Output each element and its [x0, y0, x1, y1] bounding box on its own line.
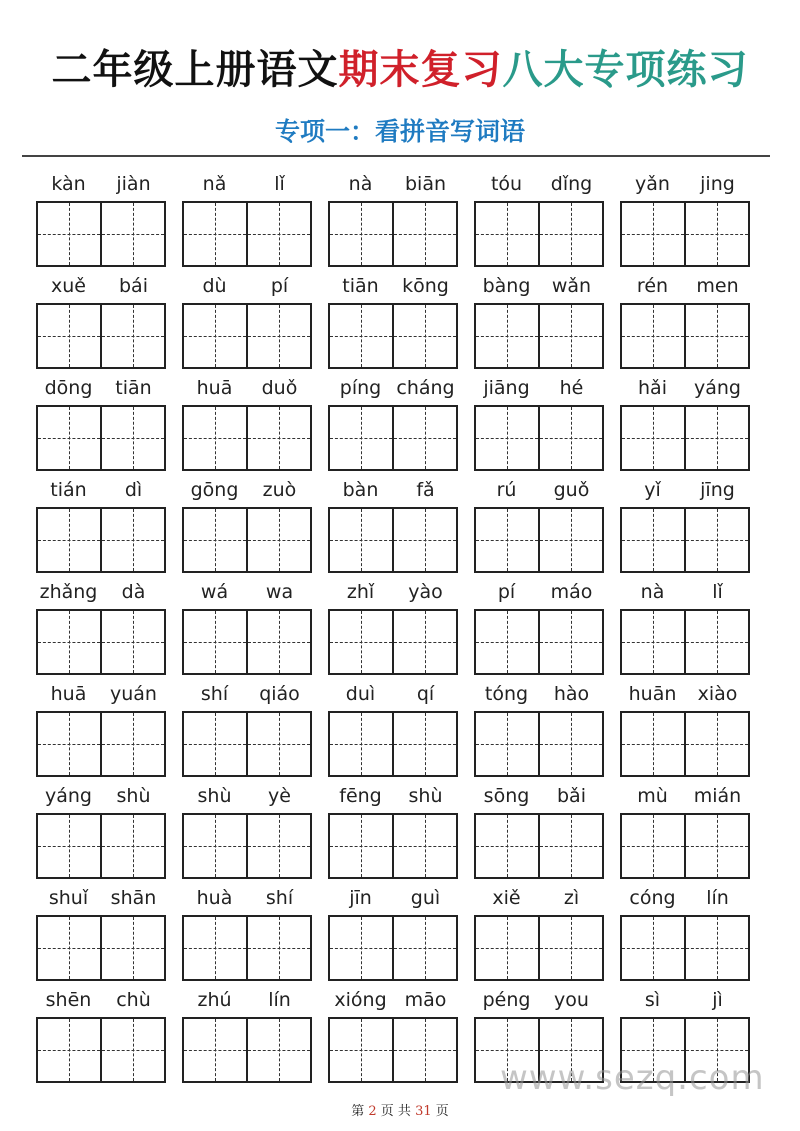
character-box[interactable] [538, 815, 602, 877]
character-box[interactable] [100, 203, 164, 265]
word-item [620, 170, 750, 268]
character-box[interactable] [622, 917, 684, 979]
pinyin-syllable: tián [50, 479, 87, 501]
pinyin-syllable: gōng [190, 479, 239, 501]
character-box[interactable] [684, 305, 748, 367]
writing-grid [474, 813, 604, 879]
character-box[interactable] [476, 203, 538, 265]
writing-grid [328, 507, 458, 573]
writing-grid [328, 201, 458, 267]
footer-suffix: 页 [431, 1104, 449, 1119]
character-box[interactable] [622, 815, 684, 877]
title-part-topics: 八大专项练习 [502, 46, 749, 93]
pinyin-syllable: shēn [45, 989, 92, 1011]
writing-grid [182, 813, 312, 879]
pinyin-syllable: shān [110, 887, 157, 909]
pinyin-syllable: hé [559, 377, 584, 399]
character-box[interactable] [100, 611, 164, 673]
character-box[interactable] [622, 407, 684, 469]
character-box[interactable] [38, 203, 100, 265]
pinyin-syllable: māo [404, 989, 447, 1011]
writing-grid [620, 813, 750, 879]
character-box[interactable] [100, 815, 164, 877]
pinyin-syllable: rén [636, 275, 669, 297]
character-box[interactable] [246, 407, 310, 469]
writing-grid [620, 507, 750, 573]
pinyin-syllable: péng [482, 989, 531, 1011]
character-box[interactable] [538, 713, 602, 775]
pinyin-syllable: zhǎng [39, 581, 98, 603]
word-item [36, 680, 166, 778]
pinyin-syllable: guì [410, 887, 441, 909]
writing-grid [182, 609, 312, 675]
pinyin-syllable: jing [700, 173, 735, 195]
character-box[interactable] [246, 305, 310, 367]
pinyin-syllable: kàn [51, 173, 86, 195]
writing-grid [474, 201, 604, 267]
character-box[interactable] [538, 407, 602, 469]
writing-grid [182, 303, 312, 369]
pinyin-syllable: jīn [349, 887, 372, 909]
pinyin-syllable: zì [563, 887, 580, 909]
pinyin-syllable: duǒ [261, 377, 298, 399]
page-title [0, 40, 800, 100]
pinyin-syllable: shí [265, 887, 294, 909]
pinyin-syllable: qí [416, 683, 435, 705]
header-divider [22, 155, 770, 157]
pinyin-syllable: lín [706, 887, 729, 909]
word-item [36, 986, 166, 1084]
pinyin-syllable: yǎn [635, 173, 670, 195]
word-item [620, 680, 750, 778]
pinyin-syllable: pí [497, 581, 516, 603]
character-box[interactable] [100, 407, 164, 469]
character-box[interactable] [392, 509, 456, 571]
word-item [182, 782, 312, 880]
pinyin-syllable: sì [644, 989, 661, 1011]
character-box[interactable] [392, 407, 456, 469]
word-item [474, 680, 604, 778]
pinyin-syllable: xiě [492, 887, 521, 909]
character-box[interactable] [476, 407, 538, 469]
writing-grid [474, 915, 604, 981]
pinyin-syllable: dǐng [550, 173, 593, 195]
word-item [182, 680, 312, 778]
word-item [474, 272, 604, 370]
writing-grid [474, 507, 604, 573]
character-box[interactable] [538, 305, 602, 367]
pinyin-syllable: wǎn [551, 275, 592, 297]
character-box[interactable] [38, 509, 100, 571]
writing-grid [182, 915, 312, 981]
character-box[interactable] [622, 203, 684, 265]
character-box[interactable] [392, 713, 456, 775]
pinyin-syllable: you [554, 989, 589, 1011]
character-box[interactable] [184, 203, 246, 265]
writing-grid [474, 405, 604, 471]
pinyin-syllable: shù [197, 785, 232, 807]
footer-middle: 页 共 [376, 1104, 416, 1119]
pinyin-syllable: huā [196, 377, 233, 399]
character-box[interactable] [38, 917, 100, 979]
writing-grid [36, 609, 166, 675]
pinyin-syllable: nà [640, 581, 665, 603]
word-item [182, 578, 312, 676]
character-box[interactable] [246, 203, 310, 265]
character-box[interactable] [476, 713, 538, 775]
pinyin-syllable: qiáo [259, 683, 300, 705]
word-item [36, 884, 166, 982]
pinyin-syllable: mù [637, 785, 668, 807]
footer-total-pages: 31 [415, 1104, 432, 1119]
pinyin-syllable: rú [496, 479, 517, 501]
pinyin-syllable: bàn [342, 479, 379, 501]
word-item [182, 374, 312, 472]
pinyin-syllable: dà [121, 581, 146, 603]
exercise-grid [36, 170, 750, 1090]
word-item [620, 476, 750, 574]
pinyin-syllable: cóng [629, 887, 676, 909]
character-box[interactable] [100, 917, 164, 979]
word-item [328, 578, 458, 676]
writing-grid [328, 405, 458, 471]
word-item [474, 782, 604, 880]
character-box[interactable] [100, 713, 164, 775]
pinyin-syllable: mián [693, 785, 742, 807]
writing-grid [328, 1017, 458, 1083]
character-box[interactable] [246, 815, 310, 877]
character-box[interactable] [184, 815, 246, 877]
character-box[interactable] [100, 509, 164, 571]
footer-prefix: 第 [351, 1104, 369, 1119]
writing-grid [474, 609, 604, 675]
word-item [474, 476, 604, 574]
pinyin-syllable: nǎ [202, 173, 227, 195]
writing-grid [36, 711, 166, 777]
word-item [36, 476, 166, 574]
pinyin-syllable: yè [268, 785, 291, 807]
character-box[interactable] [538, 203, 602, 265]
pinyin-syllable: shuǐ [48, 887, 89, 909]
pinyin-syllable: tóu [490, 173, 523, 195]
writing-grid [620, 915, 750, 981]
word-item [328, 884, 458, 982]
pinyin-syllable: chù [116, 989, 151, 1011]
character-box[interactable] [330, 611, 392, 673]
character-box[interactable] [476, 917, 538, 979]
writing-grid [36, 813, 166, 879]
character-box[interactable] [684, 203, 748, 265]
character-box[interactable] [476, 815, 538, 877]
pinyin-syllable: huà [196, 887, 233, 909]
pinyin-syllable: huān [628, 683, 677, 705]
pinyin-syllable: bái [119, 275, 148, 297]
pinyin-syllable: zuò [262, 479, 297, 501]
word-item [474, 884, 604, 982]
pinyin-syllable: jiāng [483, 377, 530, 399]
character-box[interactable] [184, 713, 246, 775]
pinyin-syllable: lǐ [712, 581, 723, 603]
pinyin-syllable: huā [50, 683, 87, 705]
writing-grid [36, 1017, 166, 1083]
pinyin-syllable: jì [712, 989, 723, 1011]
pinyin-syllable: tiān [342, 275, 379, 297]
character-box[interactable] [330, 203, 392, 265]
character-box[interactable] [476, 305, 538, 367]
pinyin-syllable: bàng [482, 275, 531, 297]
pinyin-syllable: shí [200, 683, 229, 705]
character-box[interactable] [184, 611, 246, 673]
pinyin-syllable: máo [550, 581, 593, 603]
pinyin-syllable: yáng [694, 377, 741, 399]
writing-grid [36, 507, 166, 573]
writing-grid [328, 813, 458, 879]
character-box[interactable] [184, 917, 246, 979]
pinyin-syllable: kōng [402, 275, 449, 297]
pinyin-syllable: guǒ [553, 479, 590, 501]
word-item [620, 782, 750, 880]
character-box[interactable] [246, 509, 310, 571]
word-item [182, 884, 312, 982]
character-box[interactable] [684, 611, 748, 673]
pinyin-syllable: duì [345, 683, 376, 705]
writing-grid [620, 405, 750, 471]
word-item [328, 476, 458, 574]
character-box[interactable] [184, 407, 246, 469]
character-box[interactable] [622, 305, 684, 367]
character-box[interactable] [476, 509, 538, 571]
writing-grid [620, 201, 750, 267]
word-item [328, 170, 458, 268]
character-box[interactable] [684, 815, 748, 877]
writing-grid [474, 303, 604, 369]
character-box[interactable] [330, 407, 392, 469]
title-part-review: 期末复习 [338, 46, 503, 93]
pinyin-syllable: sōng [483, 785, 530, 807]
writing-grid [474, 711, 604, 777]
word-item [36, 578, 166, 676]
writing-grid [620, 609, 750, 675]
word-item [328, 374, 458, 472]
word-item [620, 374, 750, 472]
writing-grid [328, 609, 458, 675]
pinyin-syllable: tóng [484, 683, 529, 705]
character-box[interactable] [184, 1019, 246, 1081]
pinyin-syllable: men [696, 275, 739, 297]
character-box[interactable] [684, 917, 748, 979]
character-box[interactable] [184, 305, 246, 367]
pinyin-syllable: dì [124, 479, 143, 501]
word-item [182, 272, 312, 370]
pinyin-syllable: biān [404, 173, 447, 195]
footer-page-number: 2 [368, 1104, 377, 1119]
writing-grid [36, 201, 166, 267]
pinyin-syllable: shù [408, 785, 443, 807]
word-item [182, 170, 312, 268]
character-box[interactable] [392, 1019, 456, 1081]
word-item [620, 272, 750, 370]
pinyin-syllable: yáng [45, 785, 92, 807]
pinyin-syllable: fēng [339, 785, 382, 807]
pinyin-syllable: dōng [44, 377, 93, 399]
character-box[interactable] [330, 713, 392, 775]
pinyin-syllable: fǎ [416, 479, 435, 501]
character-box[interactable] [684, 509, 748, 571]
word-item [36, 782, 166, 880]
pinyin-syllable: pí [270, 275, 289, 297]
word-item [182, 986, 312, 1084]
character-box[interactable] [38, 1019, 100, 1081]
character-box[interactable] [684, 713, 748, 775]
writing-grid [620, 711, 750, 777]
pinyin-syllable: wa [265, 581, 294, 603]
character-box[interactable] [538, 917, 602, 979]
character-box[interactable] [38, 815, 100, 877]
writing-grid [620, 303, 750, 369]
watermark: www.sezq.com [500, 1058, 765, 1098]
character-box[interactable] [246, 1019, 310, 1081]
pinyin-syllable: lín [268, 989, 291, 1011]
character-box[interactable] [38, 305, 100, 367]
word-item [328, 782, 458, 880]
pinyin-syllable: cháng [396, 377, 455, 399]
character-box[interactable] [100, 1019, 164, 1081]
pinyin-syllable: xióng [334, 989, 387, 1011]
pinyin-syllable: yào [408, 581, 443, 603]
writing-grid [182, 405, 312, 471]
writing-grid [36, 303, 166, 369]
pinyin-syllable: lǐ [274, 173, 285, 195]
pinyin-syllable: tiān [115, 377, 152, 399]
pinyin-syllable: xiào [697, 683, 738, 705]
character-box[interactable] [538, 509, 602, 571]
character-box[interactable] [184, 509, 246, 571]
pinyin-syllable: jiàn [116, 173, 151, 195]
writing-grid [36, 915, 166, 981]
character-box[interactable] [38, 713, 100, 775]
character-box[interactable] [100, 305, 164, 367]
pinyin-syllable: píng [339, 377, 382, 399]
character-box[interactable] [330, 305, 392, 367]
character-box[interactable] [392, 917, 456, 979]
pinyin-syllable: hào [553, 683, 590, 705]
word-item [36, 272, 166, 370]
character-box[interactable] [538, 611, 602, 673]
word-item [620, 578, 750, 676]
word-item [474, 374, 604, 472]
word-item [328, 272, 458, 370]
word-item [328, 680, 458, 778]
writing-grid [328, 711, 458, 777]
character-box[interactable] [246, 611, 310, 673]
pinyin-syllable: hǎi [638, 377, 667, 399]
section-subtitle: 专项一：看拼音写词语 [274, 117, 525, 146]
character-box[interactable] [392, 611, 456, 673]
character-box[interactable] [476, 611, 538, 673]
word-item [474, 578, 604, 676]
character-box[interactable] [622, 713, 684, 775]
pinyin-syllable: nà [348, 173, 373, 195]
character-box[interactable] [684, 407, 748, 469]
word-item [620, 884, 750, 982]
word-item [328, 986, 458, 1084]
word-item [36, 374, 166, 472]
page-footer [0, 1100, 800, 1119]
pinyin-syllable: dù [202, 275, 227, 297]
pinyin-syllable: xuě [51, 275, 86, 297]
word-item [36, 170, 166, 268]
pinyin-syllable: zhú [197, 989, 232, 1011]
writing-grid [182, 507, 312, 573]
writing-grid [328, 915, 458, 981]
writing-grid [36, 405, 166, 471]
writing-grid [328, 303, 458, 369]
pinyin-syllable: jīng [700, 479, 735, 501]
character-box[interactable] [330, 917, 392, 979]
character-box[interactable] [622, 611, 684, 673]
character-box[interactable] [246, 917, 310, 979]
word-item [474, 170, 604, 268]
character-box[interactable] [38, 611, 100, 673]
title-part-grade: 二年级上册语文 [51, 46, 339, 93]
pinyin-syllable: yuán [110, 683, 157, 705]
character-box[interactable] [392, 815, 456, 877]
writing-grid [182, 711, 312, 777]
pinyin-syllable: bǎi [557, 785, 586, 807]
pinyin-syllable: yǐ [644, 479, 661, 501]
pinyin-syllable: wá [200, 581, 229, 603]
pinyin-syllable: shù [116, 785, 151, 807]
character-box[interactable] [330, 815, 392, 877]
character-box[interactable] [330, 1019, 392, 1081]
character-box[interactable] [392, 203, 456, 265]
character-box[interactable] [392, 305, 456, 367]
character-box[interactable] [246, 713, 310, 775]
writing-grid [182, 201, 312, 267]
word-item [182, 476, 312, 574]
character-box[interactable] [38, 407, 100, 469]
writing-grid [182, 1017, 312, 1083]
character-box[interactable] [622, 509, 684, 571]
pinyin-syllable: zhǐ [346, 581, 375, 603]
character-box[interactable] [330, 509, 392, 571]
